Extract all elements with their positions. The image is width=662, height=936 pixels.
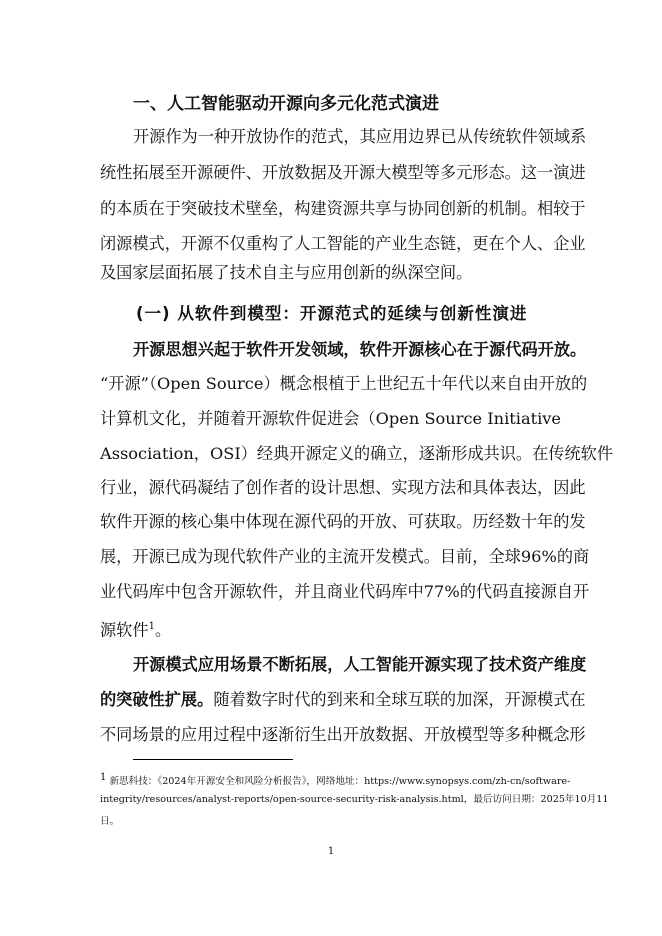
paragraph-line: 的本质在于突破技术壁垒，构建资源共享与协同创新的机制。相较于 bbox=[100, 199, 586, 218]
bold-lead: 开源思想兴起于软件开发领域，软件开源核心在于源代码开放。 bbox=[133, 340, 587, 359]
paragraph-line: Association，OSI）经典开源定义的确立，逐渐形成共识。在传统软件 bbox=[100, 444, 614, 463]
paragraph-line bbox=[100, 689, 586, 711]
footnote-ref[interactable]: 1 bbox=[148, 621, 155, 632]
paragraph-line: 及国家层面拓展了技术自主与应用创新的纵深空间。 bbox=[100, 263, 473, 282]
paragraph-line bbox=[133, 339, 587, 361]
section-heading: 一、人工智能驱动开源向多元化范式演进 bbox=[133, 94, 439, 114]
page-number: 1 bbox=[327, 846, 335, 857]
subsection-heading: (一) 从软件到模型：开源范式的延续与创新性演进 bbox=[136, 304, 528, 323]
paragraph-line: 行业，源代码凝结了创作者的设计思想、实现方法和具体表达，因此 bbox=[100, 478, 586, 497]
paragraph-line: “开源”（Open Source）概念根植于上世纪五十年代以来自由开放的 bbox=[100, 374, 588, 393]
footnote-mark: 1 bbox=[100, 772, 107, 783]
paragraph-line bbox=[133, 654, 587, 676]
paragraph-line: 不同场景的应用过程中逐渐衍生出开放数据、开放模型等多种概念形 bbox=[100, 725, 586, 744]
paragraph-line: 软件开源的核心集中体现在源代码的开放、可获取。历经数十年的发 bbox=[100, 512, 586, 531]
text: 随着数字时代的到来和全球互联的加深，开源模式在 bbox=[213, 690, 586, 709]
paragraph-line: 计算机文化，并随着开源软件促进会（Open Source Initiative bbox=[100, 409, 561, 428]
paragraph-line: 业代码库中包含开源软件，并且商业代码库中77%的代码直接源自开 bbox=[100, 582, 590, 601]
text: 。 bbox=[154, 620, 172, 640]
paragraph-line: 闭源模式，开源不仅重构了人工智能的产业生态链，更在个人、企业 bbox=[100, 234, 586, 253]
paragraph-line: 开源作为一种开放协作的范式，其应用边界已从传统软件领域系 bbox=[133, 127, 587, 146]
bold-lead: 开源模式应用场景不断拓展，人工智能开源实现了技术资产维度 bbox=[133, 655, 587, 674]
paragraph-line: 统性拓展至开源硬件、开放数据及开源大模型等多元形态。这一演进 bbox=[100, 163, 586, 182]
footnote-divider bbox=[133, 759, 293, 760]
paragraph-line: 展，开源已成为现代软件产业的主流开发模式。目前，全球96%的商 bbox=[100, 547, 590, 566]
text: 源软件 bbox=[100, 620, 149, 640]
paragraph-line bbox=[100, 616, 561, 641]
bold-lead: 的突破性扩展。 bbox=[100, 690, 214, 709]
footnote-line: 日。 bbox=[100, 816, 120, 827]
footnote-line bbox=[100, 771, 571, 789]
footnote-line: integrity/resources/analyst-reports/open-source-security-risk-analysis.html，最后访问日期：2025年10月11 bbox=[100, 794, 609, 805]
text: 新思科技：《2024年开源安全和风险分析报告》，网络地址：https://www.synopsys.com/zh-cn/software- bbox=[109, 776, 571, 788]
